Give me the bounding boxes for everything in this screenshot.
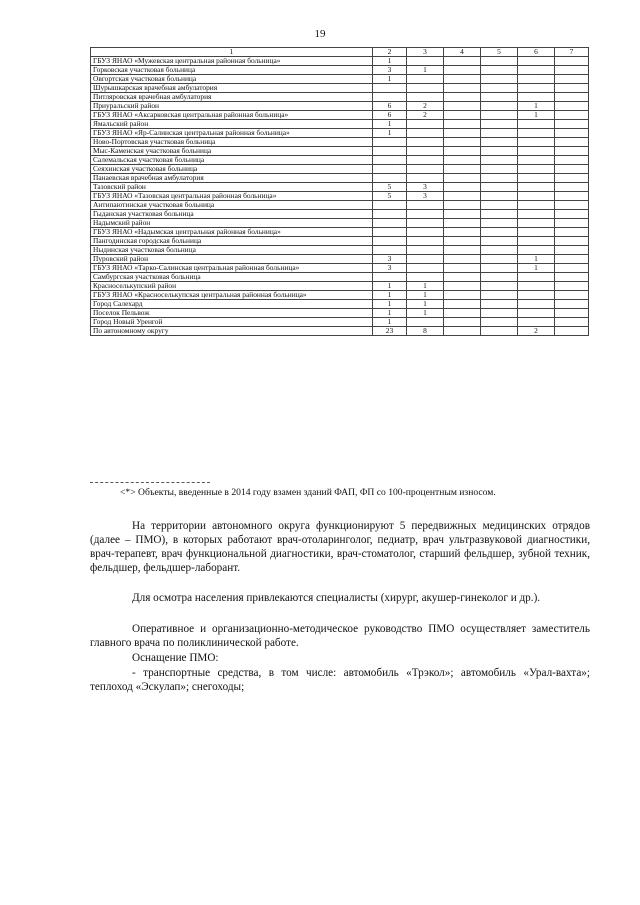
row-value: 2	[518, 327, 555, 336]
row-name: Ямальский район	[91, 120, 373, 129]
row-value	[481, 138, 518, 147]
row-value	[373, 138, 407, 147]
row-value	[481, 111, 518, 120]
row-value	[407, 129, 444, 138]
table-row	[91, 228, 589, 237]
data-table	[90, 47, 589, 336]
row-value	[518, 165, 555, 174]
row-value	[444, 327, 481, 336]
row-value	[481, 237, 518, 246]
row-value	[518, 84, 555, 93]
row-value	[518, 291, 555, 300]
table-row	[91, 75, 589, 84]
row-value	[407, 93, 444, 102]
row-value	[555, 255, 589, 264]
row-value	[444, 66, 481, 75]
row-value: 1	[373, 57, 407, 66]
row-value	[407, 57, 444, 66]
row-value	[444, 93, 481, 102]
row-name: Приуральский район	[91, 102, 373, 111]
header-cell: 3	[407, 48, 444, 57]
row-value: 1	[373, 129, 407, 138]
row-value	[444, 237, 481, 246]
row-value	[518, 57, 555, 66]
row-name: ГБУЗ ЯНАО «Тарко-Салинская центральная районная больница»	[91, 264, 373, 273]
row-value: 3	[407, 183, 444, 192]
row-value	[481, 129, 518, 138]
row-value	[518, 309, 555, 318]
row-value	[444, 102, 481, 111]
row-name: ГБУЗ ЯНАО «Тазовская центральная районная больница»	[91, 192, 373, 201]
row-value	[373, 201, 407, 210]
row-name: Город Салехард	[91, 300, 373, 309]
row-name: Сеяхинская участковая больница	[91, 165, 373, 174]
row-name: Ново-Портовская участковая больница	[91, 138, 373, 147]
row-value	[481, 318, 518, 327]
table-row	[91, 93, 589, 102]
row-name: Поселок Пельвож	[91, 309, 373, 318]
footnote: <*> Объекты, введенные в 2014 году взамен зданий ФАП, ФП со 100-процентным износом.	[120, 487, 496, 498]
row-value	[444, 300, 481, 309]
row-name: Антипаютинская участковая больница	[91, 201, 373, 210]
row-value	[555, 237, 589, 246]
row-value: 2	[407, 102, 444, 111]
table-row	[91, 300, 589, 309]
table-row	[91, 57, 589, 66]
row-value	[481, 192, 518, 201]
footnote-separator	[90, 482, 210, 483]
paragraph-management: Оперативное и организационно-методическое руководство ПМО осуществляет заместитель главного врача по поликлинической работе.	[90, 623, 590, 649]
row-name: Мыс-Каменская участковая больница	[91, 147, 373, 156]
row-value: 1	[407, 291, 444, 300]
row-value	[555, 165, 589, 174]
header-cell: 1	[91, 48, 373, 57]
row-name: Город Новый Уренгой	[91, 318, 373, 327]
header-cell: 5	[481, 48, 518, 57]
table-row	[91, 84, 589, 93]
row-value	[555, 102, 589, 111]
table-row	[91, 264, 589, 273]
table-row	[91, 156, 589, 165]
paragraph-pmo: На территории автономного округа функционируют 5 передвижных медицинских отрядов (далее – ПМО), в которых работают врач-отоларинголог, педиатр, врач ультразвуковой диагностики, врач-терапевт, врач функциональной диагностики, врач-стоматолог, старший фельдшер, зубной техник, фельдшер, фельдшер-лаборант.	[90, 520, 590, 574]
row-value	[555, 246, 589, 255]
row-value	[481, 228, 518, 237]
row-value: 1	[407, 309, 444, 318]
row-value	[444, 183, 481, 192]
row-value	[555, 318, 589, 327]
row-value	[407, 246, 444, 255]
row-value	[555, 129, 589, 138]
paragraph-equipment-title: Оснащение ПМО:	[132, 652, 219, 664]
row-value	[407, 237, 444, 246]
row-value	[373, 273, 407, 282]
row-value	[518, 237, 555, 246]
row-value	[518, 138, 555, 147]
row-value: 1	[373, 282, 407, 291]
row-value	[444, 228, 481, 237]
table-row	[91, 147, 589, 156]
row-value	[407, 120, 444, 129]
row-value: 3	[407, 192, 444, 201]
row-value	[444, 201, 481, 210]
table-row	[91, 255, 589, 264]
row-name: Ныдинская участковая больница	[91, 246, 373, 255]
row-value	[407, 228, 444, 237]
row-value	[481, 264, 518, 273]
row-value	[481, 327, 518, 336]
row-value	[444, 282, 481, 291]
row-value	[555, 156, 589, 165]
row-value	[373, 246, 407, 255]
table-row	[91, 66, 589, 75]
row-value	[481, 93, 518, 102]
page-number: 19	[314, 28, 326, 40]
row-value	[555, 147, 589, 156]
row-value	[373, 147, 407, 156]
row-value	[555, 93, 589, 102]
row-name: Гыданская участковая больница	[91, 210, 373, 219]
table-row	[91, 192, 589, 201]
row-value	[518, 174, 555, 183]
table-row	[91, 318, 589, 327]
row-name: ГБУЗ ЯНАО «Аксарковская центральная районная больница»	[91, 111, 373, 120]
row-value: 3	[373, 255, 407, 264]
row-value	[407, 255, 444, 264]
row-name: Пуровский район	[91, 255, 373, 264]
header-cell: 2	[373, 48, 407, 57]
row-value: 8	[407, 327, 444, 336]
row-value	[373, 219, 407, 228]
row-value: 1	[518, 102, 555, 111]
row-value	[555, 300, 589, 309]
row-value	[481, 282, 518, 291]
row-name: ГБУЗ ЯНАО «Надымская центральная районная больница»	[91, 228, 373, 237]
row-value	[481, 102, 518, 111]
row-name: Панаевская врачебная амбулатория	[91, 174, 373, 183]
row-value	[481, 156, 518, 165]
row-value: 1	[407, 282, 444, 291]
row-value	[444, 255, 481, 264]
row-value	[444, 165, 481, 174]
row-value	[444, 210, 481, 219]
table-row	[91, 102, 589, 111]
row-value	[518, 93, 555, 102]
row-value	[555, 309, 589, 318]
row-value	[481, 210, 518, 219]
table-row	[91, 138, 589, 147]
row-value: 5	[373, 192, 407, 201]
row-value	[555, 219, 589, 228]
row-value	[555, 327, 589, 336]
row-value	[555, 273, 589, 282]
row-value: 1	[373, 291, 407, 300]
row-value	[407, 138, 444, 147]
row-value	[518, 66, 555, 75]
row-value	[407, 318, 444, 327]
row-value	[373, 84, 407, 93]
row-value	[481, 201, 518, 210]
row-value: 1	[373, 318, 407, 327]
row-value	[518, 300, 555, 309]
row-value	[407, 84, 444, 93]
row-value: 1	[518, 111, 555, 120]
row-value	[444, 75, 481, 84]
row-value: 6	[373, 102, 407, 111]
row-value	[444, 174, 481, 183]
table-row	[91, 309, 589, 318]
row-value	[407, 210, 444, 219]
row-value	[444, 129, 481, 138]
row-value	[481, 255, 518, 264]
row-value: 5	[373, 183, 407, 192]
row-value	[407, 201, 444, 210]
row-value	[444, 192, 481, 201]
row-value: 23	[373, 327, 407, 336]
row-value	[407, 156, 444, 165]
row-value	[444, 138, 481, 147]
row-name: ГБУЗ ЯНАО «Красноселькупская центральная районная больница»	[91, 291, 373, 300]
row-value	[518, 210, 555, 219]
row-value	[518, 75, 555, 84]
table-row	[91, 291, 589, 300]
row-value	[555, 228, 589, 237]
row-value: 1	[373, 75, 407, 84]
row-value	[444, 147, 481, 156]
row-value	[518, 273, 555, 282]
row-value	[555, 291, 589, 300]
row-value	[555, 210, 589, 219]
row-name: Горковская участковая больница	[91, 66, 373, 75]
row-value	[518, 219, 555, 228]
row-value	[481, 246, 518, 255]
row-value	[373, 228, 407, 237]
row-value	[444, 219, 481, 228]
row-value	[555, 183, 589, 192]
row-value	[444, 273, 481, 282]
row-value	[481, 309, 518, 318]
row-value: 1	[407, 300, 444, 309]
row-value	[444, 309, 481, 318]
row-value	[444, 246, 481, 255]
row-value	[444, 57, 481, 66]
row-value: 1	[373, 300, 407, 309]
row-value: 3	[373, 264, 407, 273]
row-value	[518, 246, 555, 255]
row-value	[481, 183, 518, 192]
row-value	[373, 93, 407, 102]
table-row	[91, 327, 589, 336]
row-value	[407, 75, 444, 84]
header-cell: 6	[518, 48, 555, 57]
row-value	[518, 318, 555, 327]
row-name: Пангодинская городская больница	[91, 237, 373, 246]
row-name: Красноселькупский район	[91, 282, 373, 291]
table-row	[91, 219, 589, 228]
paragraph-transport: - транспортные средства, в том числе: автомобиль «Трэкол»; автомобиль «Урал-вахта»; теплоход «Эскулап»; снегоходы;	[90, 667, 590, 693]
row-value	[555, 75, 589, 84]
row-value	[373, 156, 407, 165]
row-name: Овгортская участковая больница	[91, 75, 373, 84]
row-value	[444, 111, 481, 120]
row-value: 6	[373, 111, 407, 120]
row-name: Надымский район	[91, 219, 373, 228]
table-row	[91, 282, 589, 291]
row-name: Тазовский район	[91, 183, 373, 192]
row-value	[444, 156, 481, 165]
row-value	[481, 147, 518, 156]
row-value: 1	[373, 309, 407, 318]
row-value	[481, 165, 518, 174]
table-row	[91, 201, 589, 210]
table-row	[91, 273, 589, 282]
row-value	[481, 120, 518, 129]
row-value	[444, 318, 481, 327]
row-value	[518, 156, 555, 165]
table-row	[91, 183, 589, 192]
row-value	[518, 282, 555, 291]
row-value	[407, 273, 444, 282]
row-value	[444, 264, 481, 273]
row-value	[444, 120, 481, 129]
row-value	[518, 120, 555, 129]
row-value	[518, 183, 555, 192]
row-value: 1	[518, 255, 555, 264]
row-value	[518, 129, 555, 138]
row-value	[555, 120, 589, 129]
table-row	[91, 120, 589, 129]
row-value: 1	[373, 120, 407, 129]
row-value	[555, 264, 589, 273]
row-value	[555, 174, 589, 183]
row-value	[407, 147, 444, 156]
table-row	[91, 165, 589, 174]
row-value	[481, 291, 518, 300]
row-name: Питляровская врачебная амбулатория	[91, 93, 373, 102]
paragraph-specialists: Для осмотра населения привлекаются специалисты (хирург, акушер-гинеколог и др.).	[132, 592, 541, 604]
row-value	[555, 84, 589, 93]
row-name: Салемальская участковая больница	[91, 156, 373, 165]
row-value	[373, 165, 407, 174]
row-value	[518, 228, 555, 237]
row-value: 1	[518, 264, 555, 273]
row-value	[555, 192, 589, 201]
row-value	[481, 273, 518, 282]
row-value	[444, 84, 481, 93]
row-value	[481, 174, 518, 183]
row-value	[555, 57, 589, 66]
row-value	[555, 66, 589, 75]
table-row	[91, 237, 589, 246]
row-name: Самбургская участковая больница	[91, 273, 373, 282]
row-value	[481, 84, 518, 93]
header-cell: 4	[444, 48, 481, 57]
row-value	[481, 66, 518, 75]
row-value	[407, 174, 444, 183]
row-value: 2	[407, 111, 444, 120]
row-value	[407, 219, 444, 228]
row-value	[481, 219, 518, 228]
table-row	[91, 210, 589, 219]
row-value	[407, 165, 444, 174]
table-row	[91, 174, 589, 183]
row-value	[373, 174, 407, 183]
row-value	[555, 282, 589, 291]
table-row	[91, 246, 589, 255]
row-value	[373, 210, 407, 219]
row-name: По автономному округу	[91, 327, 373, 336]
row-value	[555, 111, 589, 120]
row-name: Шурышкарская врачебная амбулатория	[91, 84, 373, 93]
row-value	[407, 264, 444, 273]
row-value	[555, 201, 589, 210]
row-name: ГБУЗ ЯНАО «Мужевская центральная районная больница»	[91, 57, 373, 66]
row-value	[518, 192, 555, 201]
row-value: 1	[407, 66, 444, 75]
header-cell: 7	[555, 48, 589, 57]
row-value	[555, 138, 589, 147]
row-value	[444, 291, 481, 300]
row-value	[373, 237, 407, 246]
row-value	[481, 75, 518, 84]
table-row	[91, 129, 589, 138]
table-row	[91, 111, 589, 120]
row-name: ГБУЗ ЯНАО «Яр-Салинская центральная районная больница»	[91, 129, 373, 138]
table-header-row	[91, 48, 589, 57]
row-value	[518, 201, 555, 210]
row-value	[518, 147, 555, 156]
row-value	[481, 57, 518, 66]
row-value	[481, 300, 518, 309]
row-value: 3	[373, 66, 407, 75]
